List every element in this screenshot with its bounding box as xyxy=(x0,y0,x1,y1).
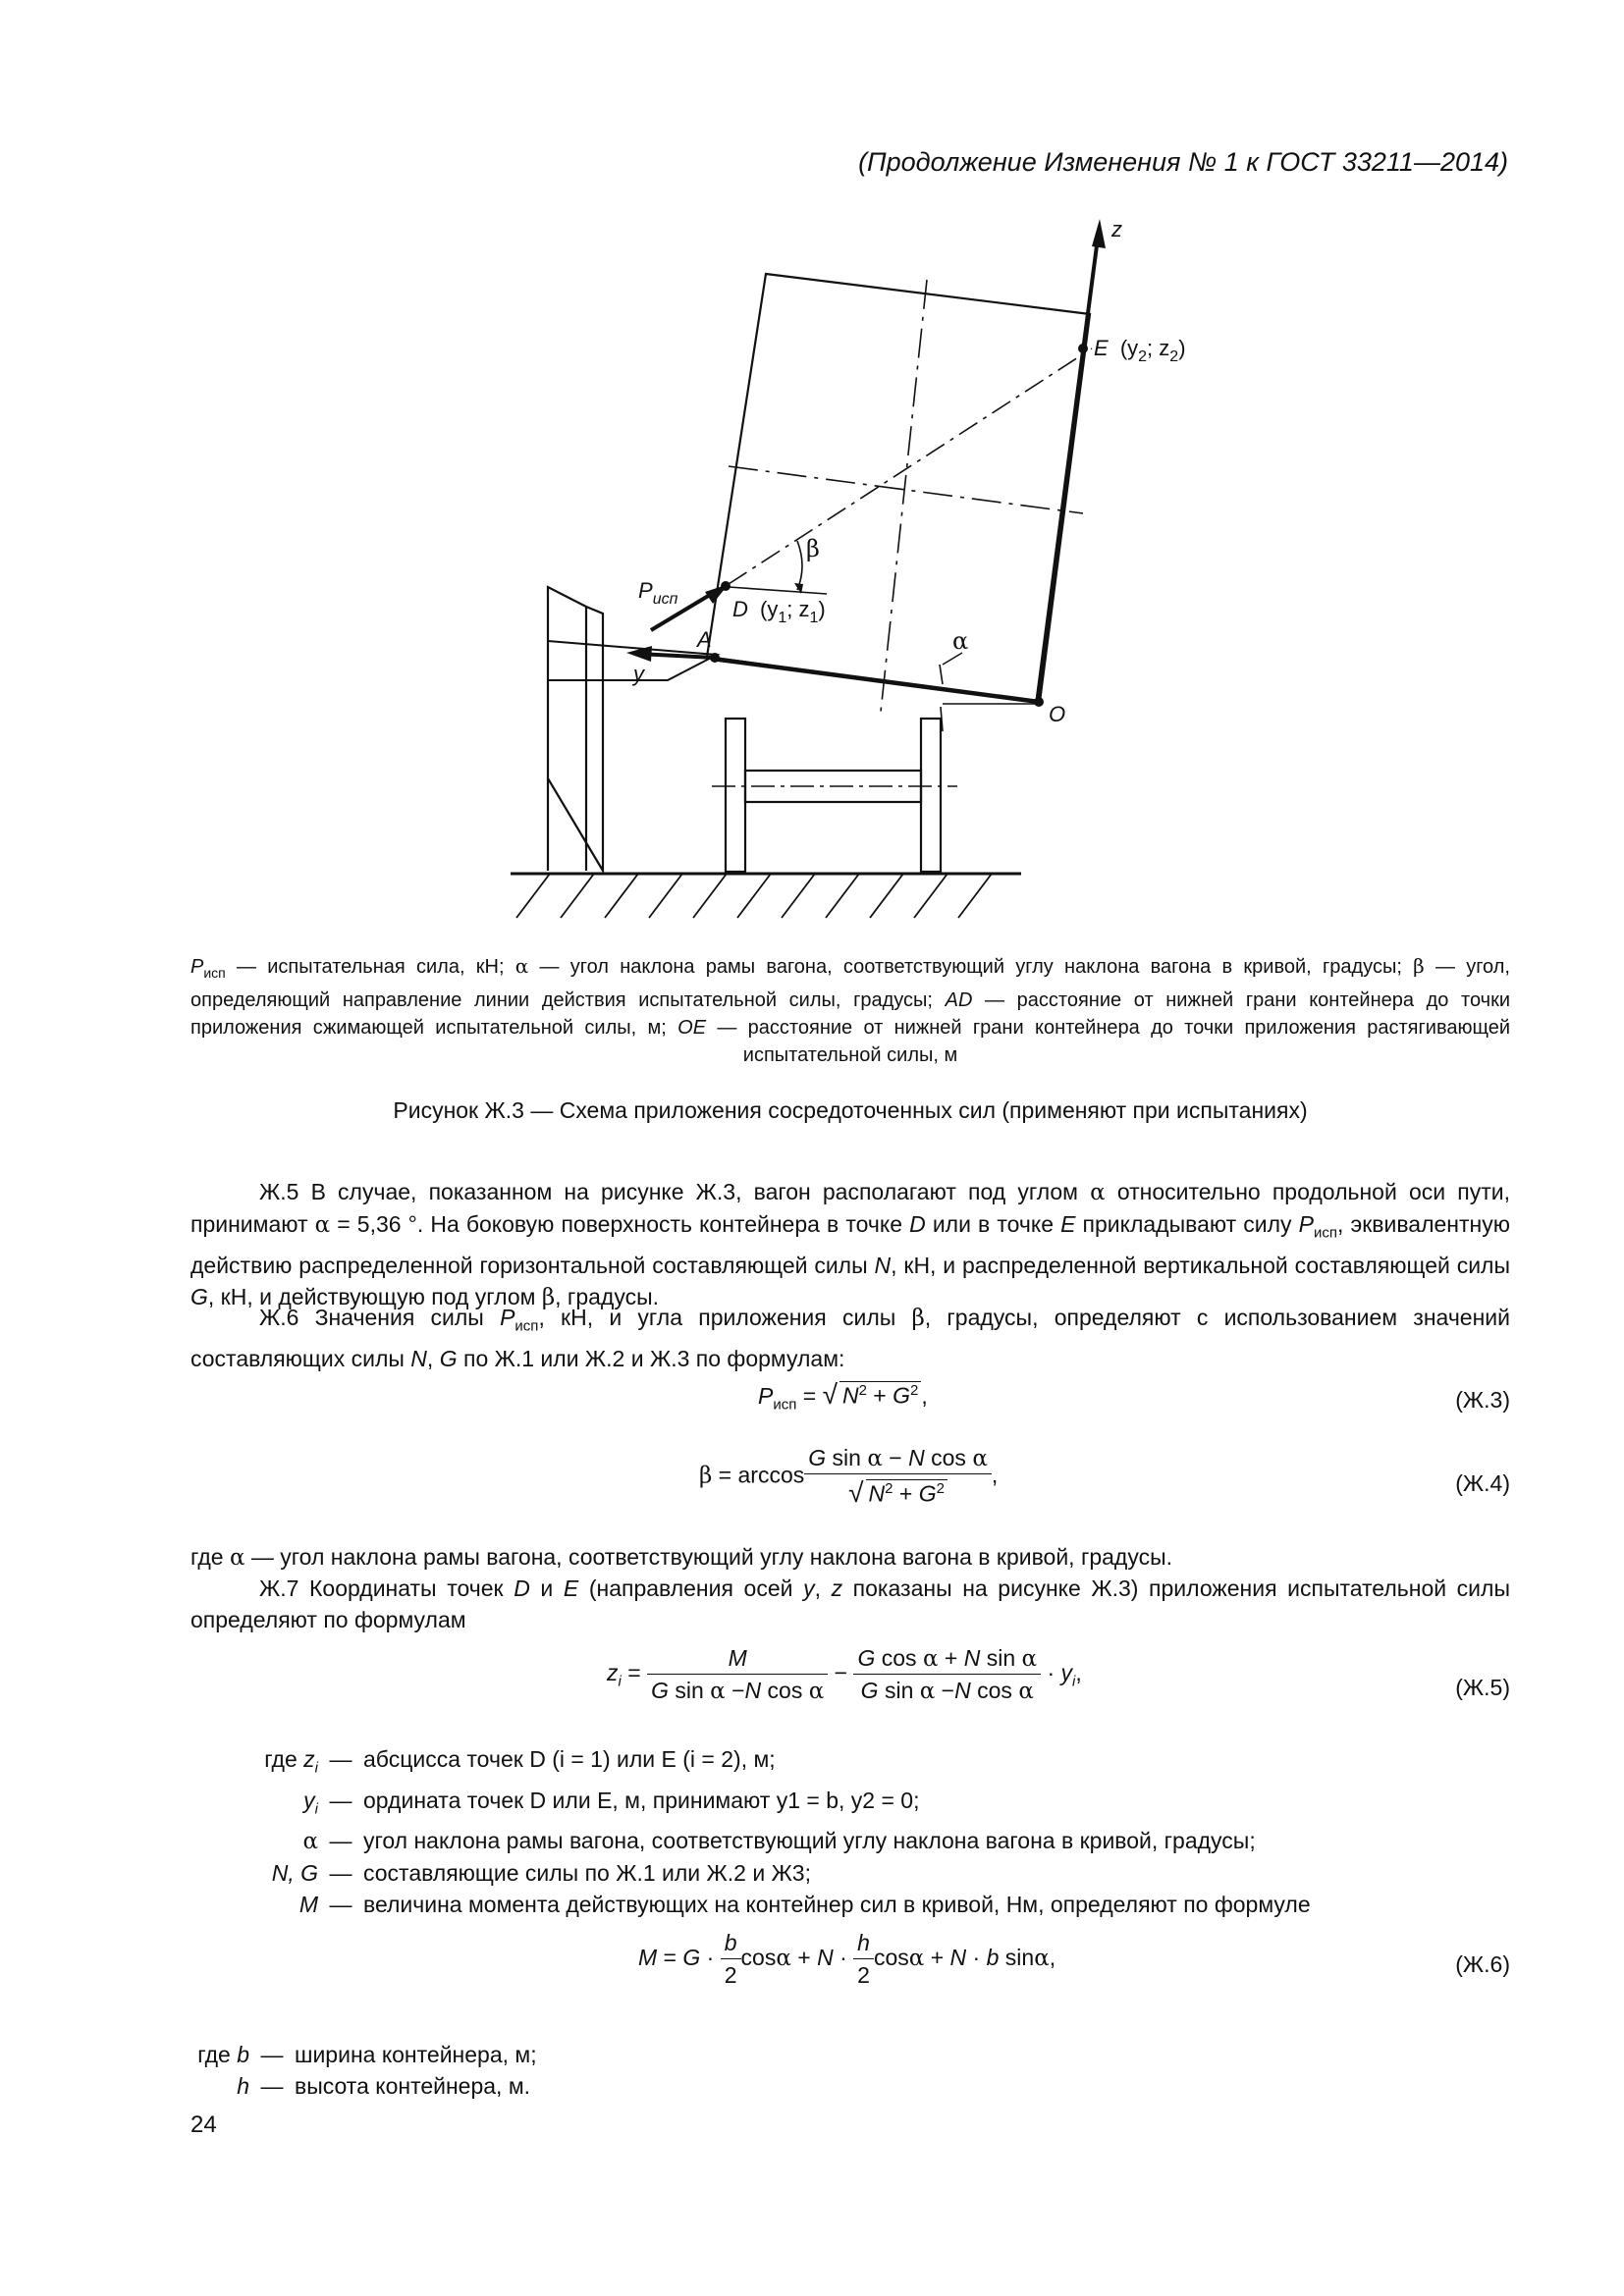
definition-row: M — величина момента действующих на контейнер сил в кривой, Нм, определяют по формуле xyxy=(298,1892,1311,1918)
equation-zh5: $z_i$ = $\frac{M}{\text{G sin α −N cos α}}$ − $\frac{\text{G cos α + N sin α}}{\text{G sin α −N cos α}}$ · $y_i$, xyxy=(607,1645,1082,1704)
z-axis xyxy=(1037,231,1099,704)
page-number: 24 xyxy=(190,2111,217,2138)
left-support xyxy=(548,587,603,871)
paragraph-where-alpha: где α — угол наклона рамы вагона, соответствующий углу наклона вагона в кривой, градусы. xyxy=(190,1544,1173,1571)
force-line-DE xyxy=(729,348,1092,584)
beta-label: β xyxy=(806,535,820,562)
definitions-list xyxy=(190,1743,1311,1920)
definition-row: где b — ширина контейнера, м; xyxy=(197,2042,537,2067)
point-A-label: A xyxy=(697,627,712,652)
equation-zh4: β = arccos $\frac{\text{G sin α − N cos α}}{√ N^2 + G^2}$ , xyxy=(699,1445,999,1508)
bogie-right-post xyxy=(921,719,941,872)
force-label: $P_{исп}$ xyxy=(638,578,678,608)
definitions-list-2 xyxy=(190,2039,537,2102)
point-E-label: E ($y_2$; $z_2$) xyxy=(1094,336,1186,365)
figure-caption: Рисунок Ж.3 — Схема приложения сосредоточенных сил (применяют при испытаниях) xyxy=(393,1097,1308,1123)
point-E-dot xyxy=(1078,344,1088,353)
container-centerline-vertical xyxy=(881,280,927,712)
container-outline xyxy=(707,274,1090,702)
paragraph-zh7: Ж.7 Координаты точек D и E (направления осей y, z показаны на рисунке Ж.3) приложения испытательной силы определяют по формулам xyxy=(190,1575,1510,1632)
beta-ref-line xyxy=(729,587,827,594)
paragraph-zh5: Ж.5 В случае, показанном на рисунке Ж.3, вагон располагают под углом α относительно продольной оси пути, принимают α = 5,36 °. На боковую поверхность контейнера в точке D или в точке E прикладывают силу $P_{исп}$, эквивалентную действию распределенной горизонтальной составляющей силы N, кН, и распределенной вертикальной составляющей силы G, кН, и действующую под углом β, градусы. xyxy=(190,1179,1510,1310)
equation-zh6: M = G · $\frac{b}{2}$ cosα + N · $\frac{h}{2}$ cosα + N · b sinα, xyxy=(638,1930,1056,1988)
beta-arc xyxy=(797,541,802,590)
container-centerline-horizontal xyxy=(729,466,1083,513)
z-axis-arrow xyxy=(1092,219,1106,248)
ground-hatching xyxy=(516,874,992,918)
equation-zh3: $P_{исп}$ = √ $N^2 + G^2$ , xyxy=(758,1379,928,1414)
document-header: (Продолжение Изменения № 1 к ГОСТ 33211—2014) xyxy=(858,147,1508,177)
equation-number-zh5: (Ж.5) xyxy=(1455,1675,1510,1700)
point-O-label: O xyxy=(1049,702,1066,726)
figure-force-diagram xyxy=(511,201,1218,947)
y-axis-base-line xyxy=(712,659,1039,702)
point-D-dot xyxy=(721,581,731,591)
point-D-label: D ($y_1$; $z_1$) xyxy=(732,597,826,626)
alpha-label: α xyxy=(952,627,969,655)
alpha-arrow-top xyxy=(940,665,943,684)
support-bracket xyxy=(548,641,717,680)
figure-legend: $P_{исп}$ — испытательная сила, кН; α — угол наклона рамы вагона, соответствующий углу наклона вагона в кривой, градусы; β — угол, определяющий направление линии действия испытательной силы, градусы; AD — расстояние от нижней грани контейнера до точки приложения сжимающей испытательной силы, м; OE — расстояние от нижней грани контейнера до точки приложения растягивающей испытательной силы, м xyxy=(190,954,1510,1066)
y-axis-label: y xyxy=(633,662,644,686)
point-O-dot xyxy=(1034,697,1044,707)
definition-row: N, G — составляющие силы по Ж.1 или Ж.2 и Ж3; xyxy=(271,1860,811,1887)
equation-number-zh6: (Ж.6) xyxy=(1455,1951,1510,1977)
definition-row: $y_i$ — ордината точек D или E, м, принимают y1 = b, y2 = 0; xyxy=(303,1787,920,1818)
equation-number-zh3: (Ж.3) xyxy=(1455,1387,1510,1413)
paragraph-zh6: Ж.6 Значения силы $P_{исп}$, кН, и угла приложения силы β, градусы, определяют с использованием значений составляющих силы N, G по Ж.1 или Ж.2 и Ж.3 по формулам: xyxy=(190,1305,1510,1371)
z-axis-label: z xyxy=(1111,217,1122,241)
definition-row: h — высота контейнера, м. xyxy=(237,2073,531,2099)
definition-row: α — угол наклона рамы вагона, соответствующий углу наклона вагона в кривой, градусы; xyxy=(302,1828,1256,1855)
equation-number-zh4: (Ж.4) xyxy=(1455,1470,1510,1496)
bogie-left-post xyxy=(726,719,745,872)
definition-row: где $z_i$ — абсцисса точек D (i = 1) или E (i = 2), м; xyxy=(264,1746,776,1777)
